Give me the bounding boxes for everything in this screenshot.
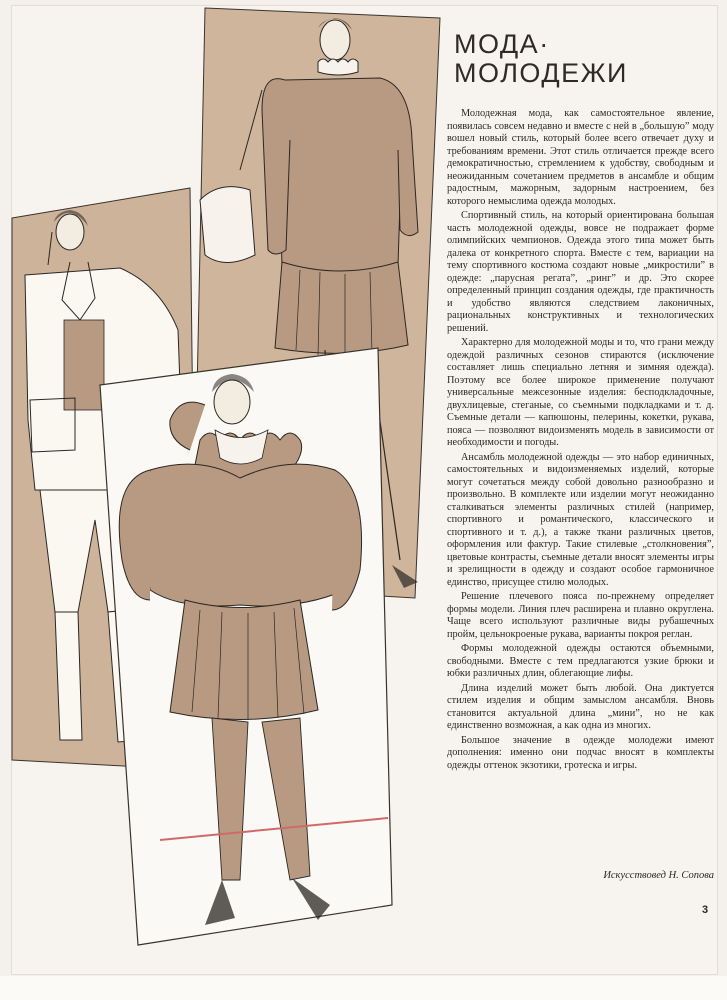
article-body	[447, 108, 714, 774]
paragraph: Большое значение в одежде молодежи имеют дополнения: именно они подчас вносят в комплекты одежды оттенок экзотики, гротеска и игры.	[447, 734, 714, 771]
paragraph: Решение плечевого пояса по-прежнему определяет формы модели. Линия плеч расширена и плавно округлена. Чаще всего используют различные виды рубашечных пройм, цельнокроеные рукава, варианты покроя реглан.	[447, 591, 714, 640]
page-number: 3	[702, 904, 709, 916]
paragraph: Формы молодежной одежды остаются объемными, свободными. Вместе с тем предлагаются узкие брюки и юбки различных длин, облегающие лифы.	[447, 643, 714, 679]
paragraph: Молодежная мода, как самостоятельное явление, появилась совсем недавно и вместе с ней в „большую” моду вошел новый стиль, который более всего отвечает духу и требованиям времени. Этот стиль отличается прежде всего демократичностью, стремлением к удобству, свободным и неожиданным сочетанием предметов в ансамбле и общим радостным, мажорным, задорным настроением, без которого немыслима одежда молодых.	[447, 108, 714, 207]
paragraph: Длина изделий может быть любой. Она диктуется стилем изделия и общим замыслом ансамбля. Вновь становится актуальной длина „мини”, но не как единственно возможная, а как одна из многих.	[447, 682, 714, 731]
author-byline: Искусствовед Н. Сопова	[603, 870, 714, 881]
paragraph: Ансамбль молодежной одежды — это набор единичных, самостоятельных и видоизменяемых изделий, которые могут сочетаться между собой довольно разнообразно и произвольно. В комплекте или изделии могут неожиданно сталкиваться элементы различных стилей (например, спортивного и романтического, классического и спортивного и т. д.), а также ткани различных цветов, оформления или фактур. Такие стилевые „столкновения”, цветовые контрасты, съемные детали вносят элементы игры и зрелищности в одежду и создают особое гармоничное единство, присущее стилю молодых.	[447, 451, 714, 588]
article-title	[454, 30, 714, 88]
illustration-front-panel	[100, 348, 392, 945]
paragraph: Характерно для молодежной моды и то, что грани между одеждой различных сезонов стираются (исключение составляет лишь специально летняя и зимняя одежда). Поэтому все более широкое применение получают универсальные межсезонные изделия: бесподкладочные, двухлицевые, стеганые, со съемными подкладками и т. д. Съемные детали — капюшоны, пелерины, кокетки, рукава, пояса — позволяют видоизменять модель в зависимости от необходимости и погоды.	[447, 337, 714, 448]
paragraph: Спортивный стиль, на который ориентирована большая часть молодежной одежды, вовсе не подражает форме олимпийских чемпионов. Одежда этого типа может быть далека от конкретного спорта. Вместе с тем, вариации на тему спортивного костюма создают новые „микростили” в одежде: „парусная регата”, „ринг” и др. Это скорее определенный принцип создания одежды, где практичность и удобство являются следствием лаконичных, рациональных конструктивных и технологических решений.	[447, 210, 714, 334]
title-line-2: МОЛОДЕЖИ	[454, 58, 628, 88]
title-line-1: МОДА·	[454, 29, 550, 59]
